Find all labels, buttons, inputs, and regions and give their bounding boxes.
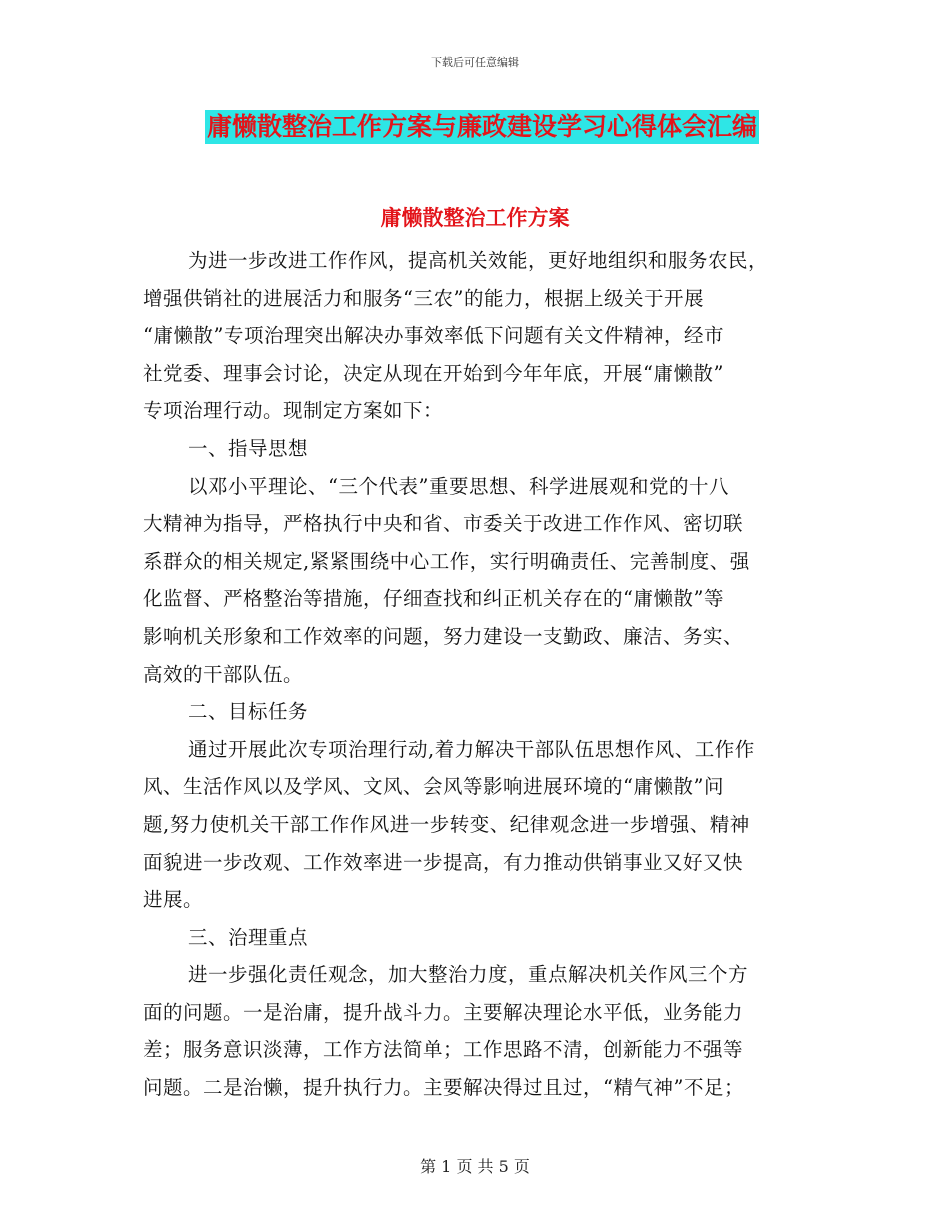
page-footer: 第 1 页 共 5 页 [420,1157,530,1176]
section-heading: 一、指导思想 [188,436,309,460]
paragraph-line: 进一步强化责任观念，加大整治力度，重点解决机关作风三个方 [188,963,749,987]
document-title: 庸懒散整治工作方案与廉政建设学习心得体会汇编 [205,110,759,144]
paragraph-line: 进展。 [143,888,204,912]
section-heading: 二、目标任务 [188,700,309,724]
paragraph-line: 影响机关形象和工作效率的问题，努力建设一支勤政、廉洁、务实、 [143,624,744,648]
paragraph-line: 化监督、严格整治等措施，仔细查找和纠正机关存在的“庸懒散”等 [143,587,724,611]
section-title: 庸懒散整治工作方案 [380,206,570,230]
paragraph-line: 面貌进一步改观、工作效率进一步提高，有力推动供销事业又好又快 [143,850,744,874]
paragraph-line: 差；服务意识淡薄，工作方法简单；工作思路不清，创新能力不强等 [143,1038,744,1062]
paragraph-line: 系群众的相关规定,紧紧围绕中心工作，实行明确责任、完善制度、强 [143,549,750,573]
paragraph-line: 风、生活作风以及学风、文风、会风等影响进展环境的“庸懒散”问 [143,775,724,799]
body-text [143,242,813,1107]
paragraph-line: 专项治理行动。现制定方案如下： [143,399,444,423]
paragraph-line: 问题。二是治懒，提升执行力。主要解决得过且过，“精气神”不足； [143,1076,744,1100]
header-note: 下载后可任意编辑 [431,56,519,69]
paragraph-line: 通过开展此次专项治理行动,着力解决干部队伍思想作风、工作作 [188,737,755,761]
paragraph-line: 面的问题。一是治庸，提升战斗力。主要解决理论水平低，业务能力 [143,1000,744,1024]
paragraph-line: “庸懒散”专项治理突出解决办事效率低下问题有关文件精神，经市 [143,324,724,348]
paragraph-line: 题,努力使机关干部工作作风进一步转变、纪律观念进一步增强、精神 [143,812,750,836]
paragraph-line: 高效的干部队伍。 [143,662,304,686]
section-heading: 三、治理重点 [188,925,309,949]
paragraph-line: 社党委、理事会讨论，决定从现在开始到今年年底，开展“庸懒散” [143,361,724,385]
paragraph-line: 以邓小平理论、“三个代表”重要思想、科学进展观和党的十八 [188,474,729,498]
paragraph-line: 增强供销社的进展活力和服务“三农”的能力，根据上级关于开展 [143,286,704,310]
paragraph-line: 为进一步改进工作作风，提高机关效能，更好地组织和服务农民， [188,249,769,272]
paragraph-line: 大精神为指导，严格执行中央和省、市委关于改进工作作风、密切联 [143,512,744,536]
